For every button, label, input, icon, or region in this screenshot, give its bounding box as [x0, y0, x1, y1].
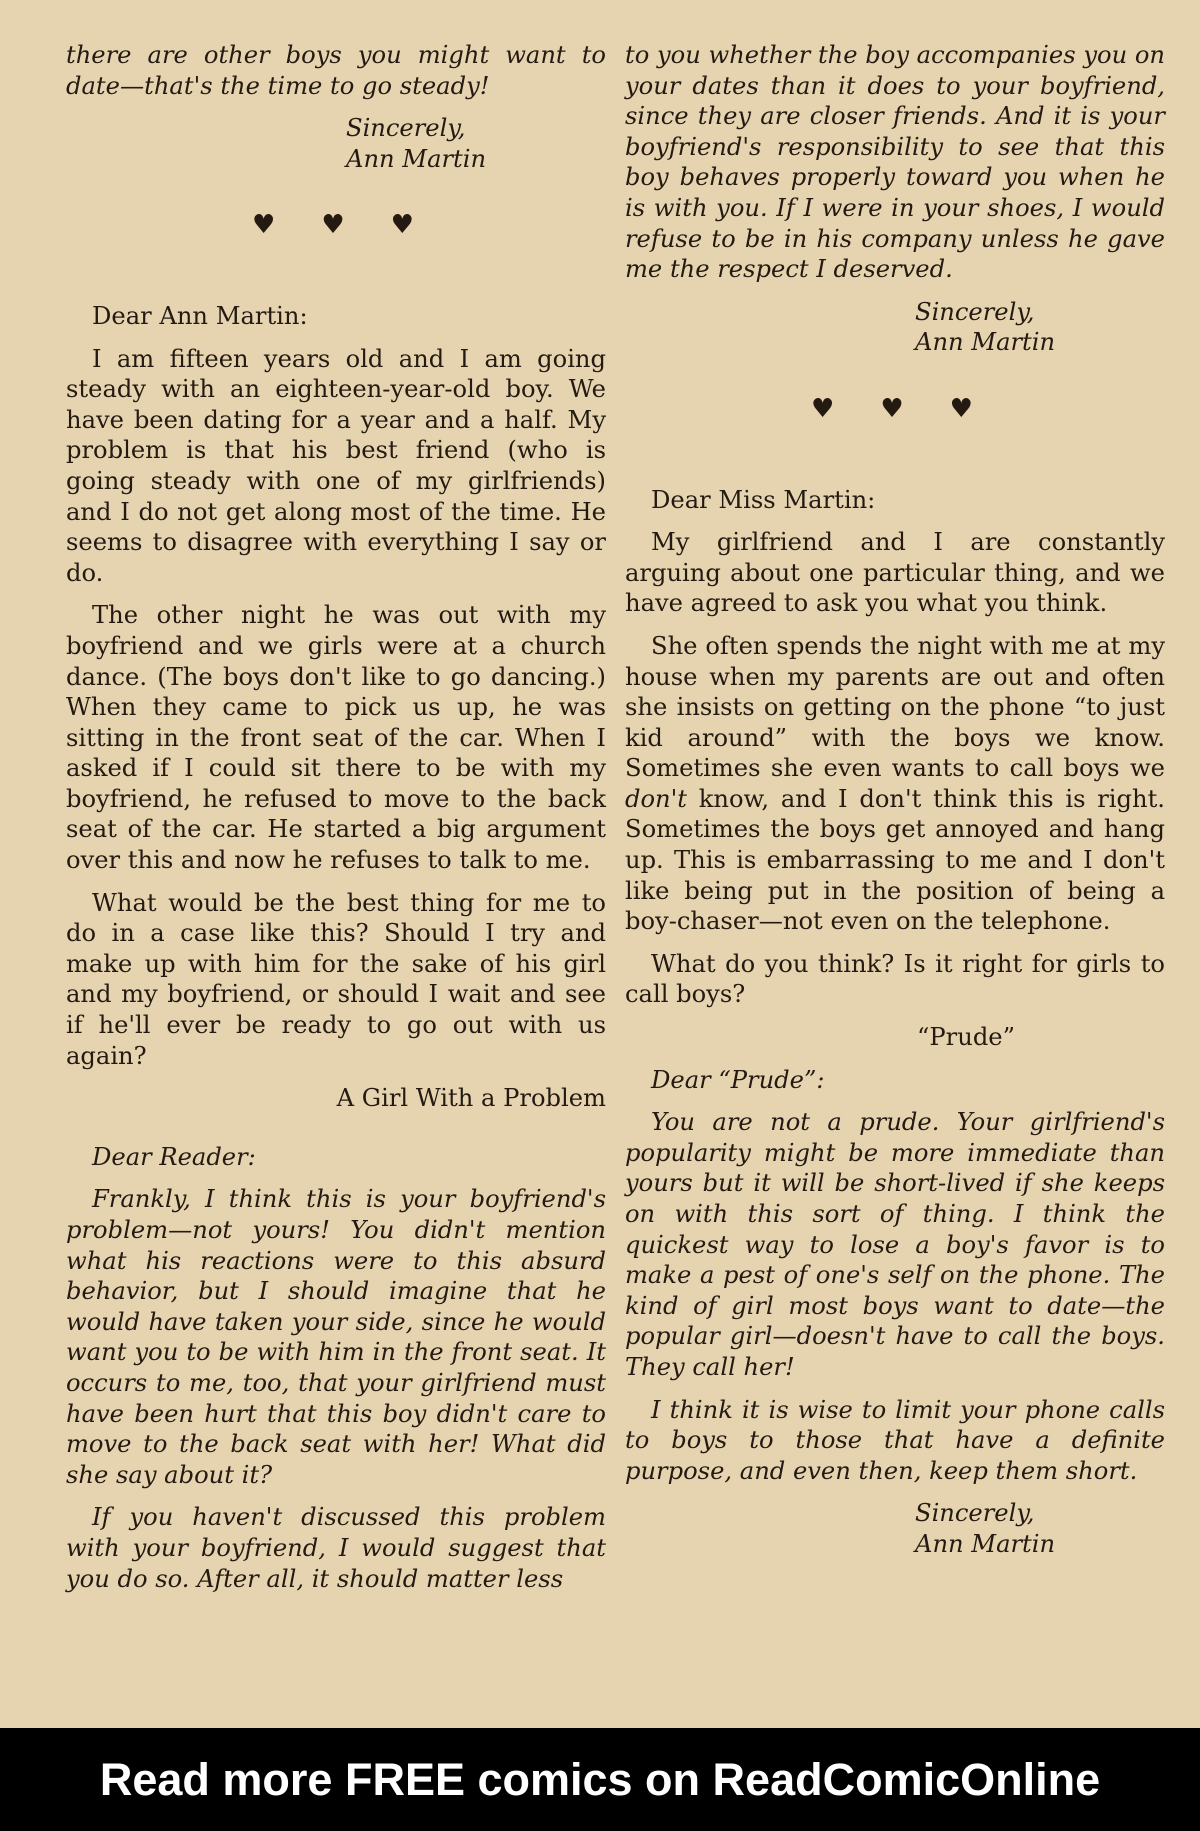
letter-text: She often spends the night with me at my house when my parents are out and often she insists on getting on the phone “to just kid around” with the boys we know. Sometimes she even wants to call boys we — [625, 631, 1165, 783]
signature-block — [625, 1498, 1165, 1559]
letter-signoff: “Prude” — [917, 1023, 1015, 1052]
signature-closing: Sincerely, — [346, 114, 466, 143]
reply-salutation: Dear “Prude”: — [651, 1065, 825, 1094]
reply-salutation: Dear Reader: — [92, 1142, 256, 1171]
heart-divider-icon: ♥♥♥ — [252, 210, 460, 241]
letter-signoff: A Girl With a Problem — [336, 1084, 606, 1113]
signature-name: Ann Martin — [346, 144, 487, 173]
signature-block — [625, 297, 1165, 358]
heart-divider-icon: ♥♥♥ — [811, 393, 1019, 424]
promo-banner[interactable]: Read more FREE comics on ReadComicOnline — [0, 1728, 1200, 1831]
reply-paragraph: You are not a prude. Your girlfriend's popularity might be more immediate than yours but it will be short-lived if she keeps on with this sort of thing. I think the quickest way to lose a boy's favor is to make a pest of one's self on the phone. The kind of girl most boys want to date—the popular girl—doesn't have to call the boys. They call her! — [625, 1108, 1165, 1381]
letter-paragraph: I am fifteen years old and I am going steady with an eighteen-year-old boy. We have been dating for a year and a half. My problem is that his best friend (who is going steady with one of my girlfriends) and I do not get along most of the time. He seems to disagree with everything I say or do. — [66, 344, 606, 587]
reply-emphasis: the time to go steady! — [220, 71, 490, 100]
signature-closing: Sincerely, — [915, 297, 1035, 326]
reply-paragraph: If you haven't discussed this problem with your boyfriend, I would suggest that you do so. After all, it should matter less — [66, 1503, 606, 1593]
reply-paragraph: Frankly, I think this is your boyfriend's problem—not yours! You didn't mention what his reactions were to this absurd behavior, but I should imagine that he would have taken your side, since he would want you to be with him in the front seat. It occurs to me, too, that your girlfriend must have been hurt that this boy didn't care to move to the back seat with her! What did she say about it? — [66, 1185, 606, 1489]
letter-text: know, and I don't think this is right. Sometimes the boys get annoyed and hang up. This is embarrassing to me and I don't like being put in the position of being a boy-chaser—not even on the telephone. — [625, 784, 1165, 936]
signature-name: Ann Martin — [915, 1529, 1056, 1558]
letter-salutation: Dear Ann Martin: — [92, 301, 308, 330]
left-column — [66, 40, 606, 1606]
signature-closing: Sincerely, — [915, 1499, 1035, 1528]
signature-block — [66, 113, 606, 174]
letter-paragraph — [625, 631, 1165, 937]
reply-continued: to you whether the boy accompanies you on your dates than it does to your boyfriend, since they are closer friends. And it is your boyfriend's responsibility to see that this boy behaves properly toward you when he is with you. If I were in your shoes, I would refuse to be in his company unless he gave me the respect I deserved. — [625, 41, 1165, 284]
letter-paragraph: What do you think? Is it right for girls to call boys? — [625, 949, 1165, 1009]
letter-emphasis: don't — [625, 784, 687, 813]
letter-salutation: Dear Miss Martin: — [651, 485, 876, 514]
letter-paragraph: The other night he was out with my boyfriend and we girls were at a church dance. (The boys don't like to go dancing.) When they came to pick us up, he was sitting in the front seat of the car. When I asked if I could sit there to be with my boyfriend, he refused to move to the back seat of the car. He started a big argument over this and now he refuses to talk to me. — [66, 601, 606, 875]
right-column — [625, 40, 1165, 1560]
letter-paragraph: My girlfriend and I are constantly arguing about one particular thing, and we have agreed to ask you what you think. — [625, 528, 1165, 618]
letter-paragraph: What would be the best thing for me to do in a case like this? Should I try and make up with him for the sake of his girl and my boyfriend, or should I wait and see if he'll ever be ready to go out with us again? — [66, 888, 606, 1070]
signature-name: Ann Martin — [915, 328, 1056, 357]
reply-continued — [66, 40, 606, 101]
reply-continued-text: there are other boys you might want to date—that's — [66, 41, 606, 100]
reply-paragraph: I think it is wise to limit your phone calls to boys to those that have a definite purpose, and even then, keep them short. — [625, 1395, 1165, 1485]
